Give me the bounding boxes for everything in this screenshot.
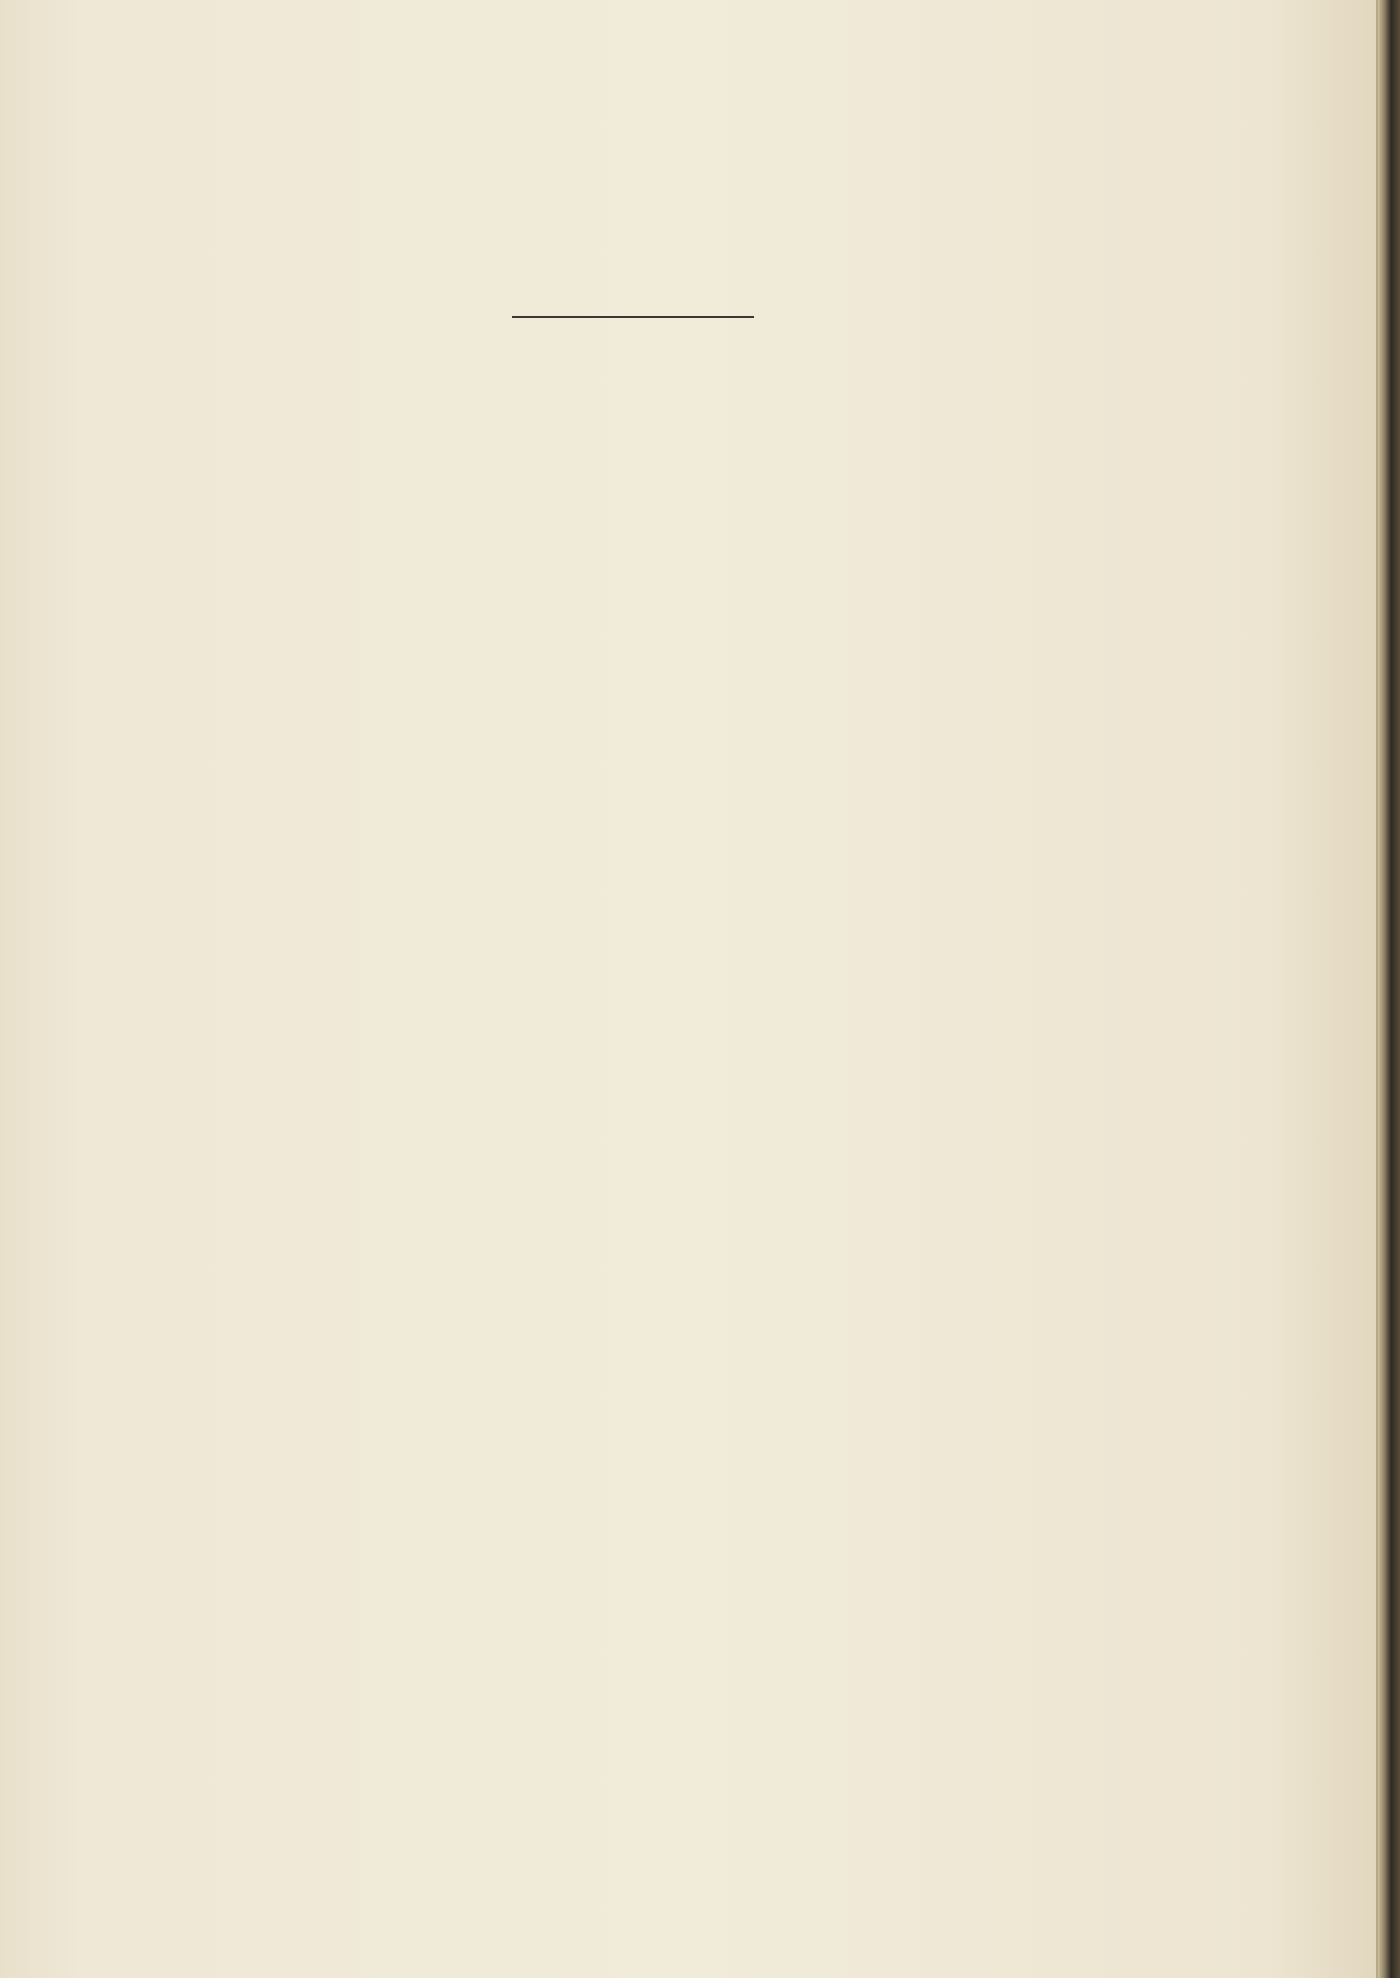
page-edge [1376, 0, 1378, 1978]
book-gutter [1378, 0, 1400, 1978]
section-divider [512, 316, 754, 318]
